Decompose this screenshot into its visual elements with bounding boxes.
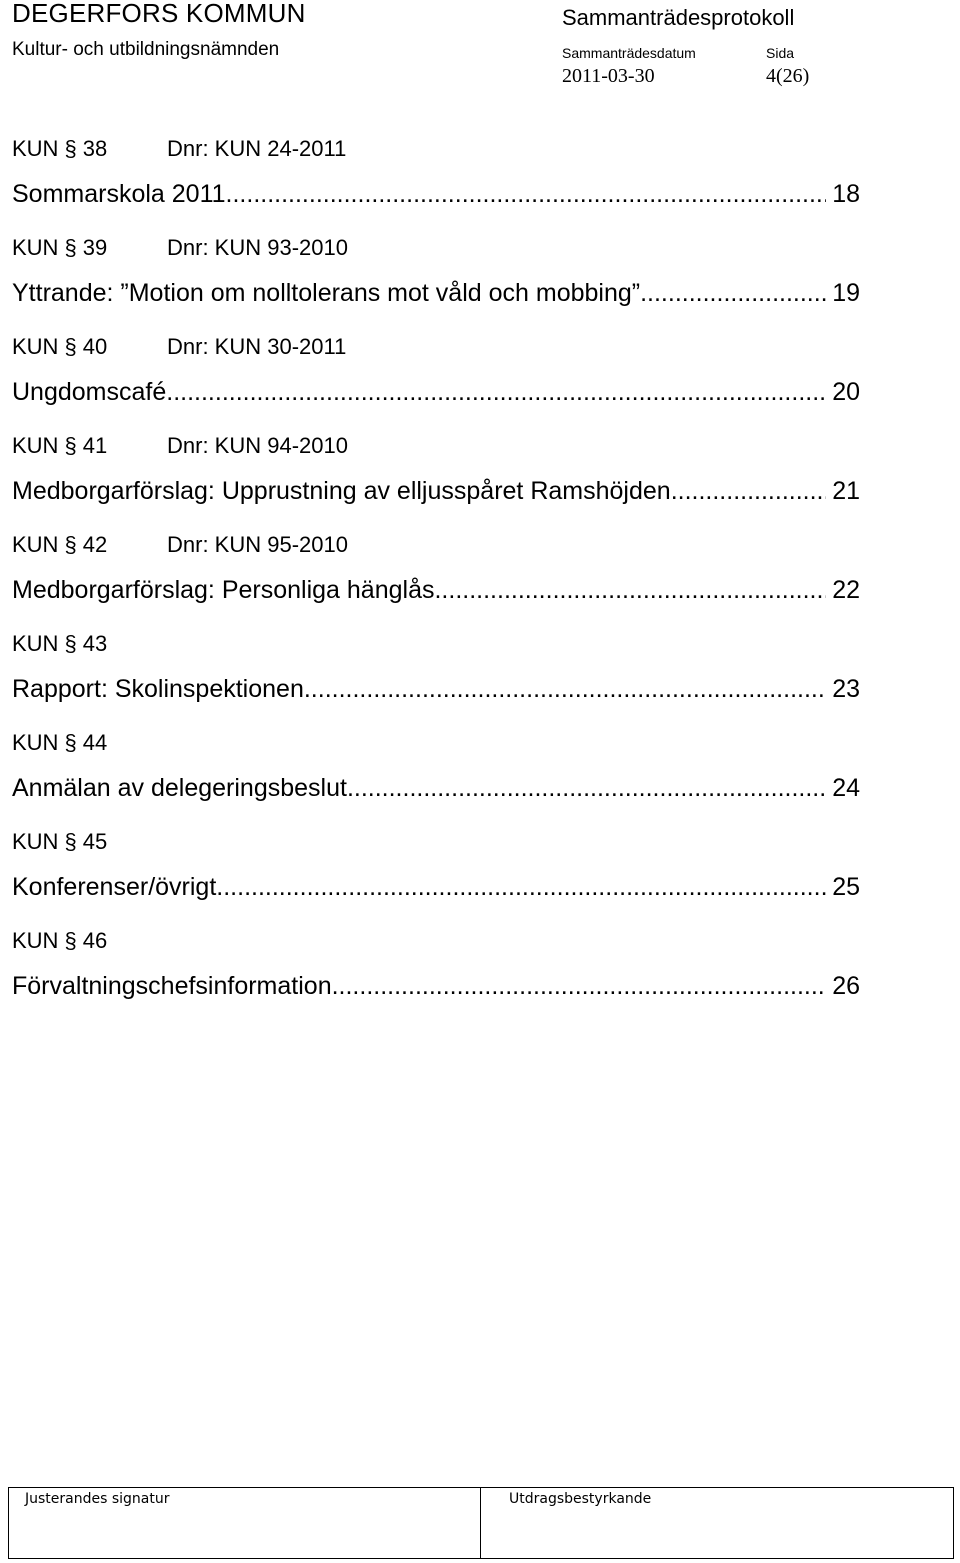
section-sign: § — [64, 631, 77, 656]
kun-label: KUN — [12, 829, 59, 854]
kun-label: KUN — [12, 235, 59, 260]
toc-entry-title: Förvaltningschefsinformation — [12, 972, 332, 1000]
toc-entry-page: 26 — [832, 972, 860, 1000]
toc-entry-page: 25 — [832, 873, 860, 901]
kun-number: 46 — [82, 928, 108, 953]
kun-label: KUN — [12, 334, 59, 359]
kun-label: KUN — [12, 730, 59, 755]
toc-entry-title: Rapport: Skolinspektionen — [12, 675, 304, 703]
dot-leader — [226, 180, 827, 209]
toc-entry-title: Anmälan av delegeringsbeslut — [12, 774, 347, 802]
committee-name: Kultur- och utbildningsnämnden — [12, 39, 280, 60]
toc-entry-meta — [12, 829, 167, 857]
dot-leader — [304, 675, 826, 704]
toc-entry-title: Medborgarförslag: Upprustning av elljusspåret Ramshöjden — [12, 477, 671, 505]
kun-number: 43 — [82, 631, 108, 656]
dnr-reference: Dnr: KUN 24-2011 — [167, 136, 347, 161]
organization-name: DEGERFORS KOMMUN — [12, 0, 306, 28]
dnr-reference: Dnr: KUN 94-2010 — [167, 433, 348, 458]
page-number: 4(26) — [766, 65, 810, 87]
toc-entry-page: 23 — [832, 675, 860, 703]
dnr-reference: Dnr: KUN 30-2011 — [167, 334, 347, 359]
kun-label: KUN — [12, 136, 59, 161]
document-type: Sammanträdesprotokoll — [562, 5, 795, 30]
kun-number: 44 — [82, 730, 108, 755]
dot-leader — [434, 576, 826, 605]
kun-label: KUN — [12, 631, 59, 656]
dnr-reference: Dnr: KUN 93-2010 — [167, 235, 348, 260]
certification-label: Utdragsbestyrkande — [509, 1491, 652, 1507]
toc-entry-meta — [12, 235, 348, 263]
kun-label: KUN — [12, 433, 59, 458]
section-sign: § — [64, 928, 77, 953]
meeting-date-label: Sammanträdesdatum — [562, 45, 696, 61]
section-sign: § — [64, 235, 77, 260]
dot-leader — [216, 873, 826, 902]
dot-leader — [347, 774, 826, 803]
dot-leader — [332, 972, 827, 1001]
toc-entry-meta — [12, 631, 167, 659]
kun-label: KUN — [12, 928, 59, 953]
kun-number: 45 — [82, 829, 108, 854]
toc-entry-title: Sommarskola 2011 — [12, 180, 226, 208]
kun-number: 39 — [82, 235, 108, 260]
toc-entry-meta — [12, 433, 348, 461]
toc-entry-meta — [12, 334, 346, 362]
footer-divider — [480, 1488, 481, 1558]
section-sign: § — [64, 730, 77, 755]
dot-leader — [640, 279, 826, 308]
dnr-reference: Dnr: KUN 95-2010 — [167, 532, 348, 557]
toc-entry-title: Konferenser/övrigt — [12, 873, 217, 901]
toc-entry-meta — [12, 136, 346, 164]
signature-label: Justerandes signatur — [25, 1491, 170, 1507]
section-sign: § — [64, 334, 77, 359]
dot-leader — [671, 477, 827, 506]
meeting-date-value: 2011-03-30 — [562, 65, 655, 87]
toc-entry-title: Ungdomscafé — [12, 378, 167, 406]
kun-number: 42 — [82, 532, 108, 557]
section-sign: § — [64, 532, 77, 557]
section-sign: § — [64, 433, 77, 458]
section-sign: § — [64, 136, 77, 161]
signature-footer — [8, 1487, 954, 1559]
toc-entry-meta — [12, 928, 167, 956]
dot-leader — [166, 378, 826, 407]
toc-entry-page: 20 — [832, 378, 860, 406]
toc-entry-page: 18 — [832, 180, 860, 208]
kun-number: 40 — [82, 334, 108, 359]
kun-number: 41 — [82, 433, 108, 458]
section-sign: § — [64, 829, 77, 854]
toc-entry-title: Medborgarförslag: Personliga hänglås — [12, 576, 435, 604]
toc-entry-meta — [12, 730, 167, 758]
kun-label: KUN — [12, 532, 59, 557]
toc-entry-meta — [12, 532, 348, 560]
kun-number: 38 — [82, 136, 108, 161]
toc-entry-page: 19 — [832, 279, 860, 307]
page-label: Sida — [766, 45, 795, 61]
toc-entry-title: Yttrande: ”Motion om nolltolerans mot våld och mobbing” — [12, 279, 641, 307]
toc-entry-page: 22 — [832, 576, 860, 604]
toc-entry-page: 24 — [832, 774, 860, 802]
toc-entry-page: 21 — [832, 477, 860, 505]
